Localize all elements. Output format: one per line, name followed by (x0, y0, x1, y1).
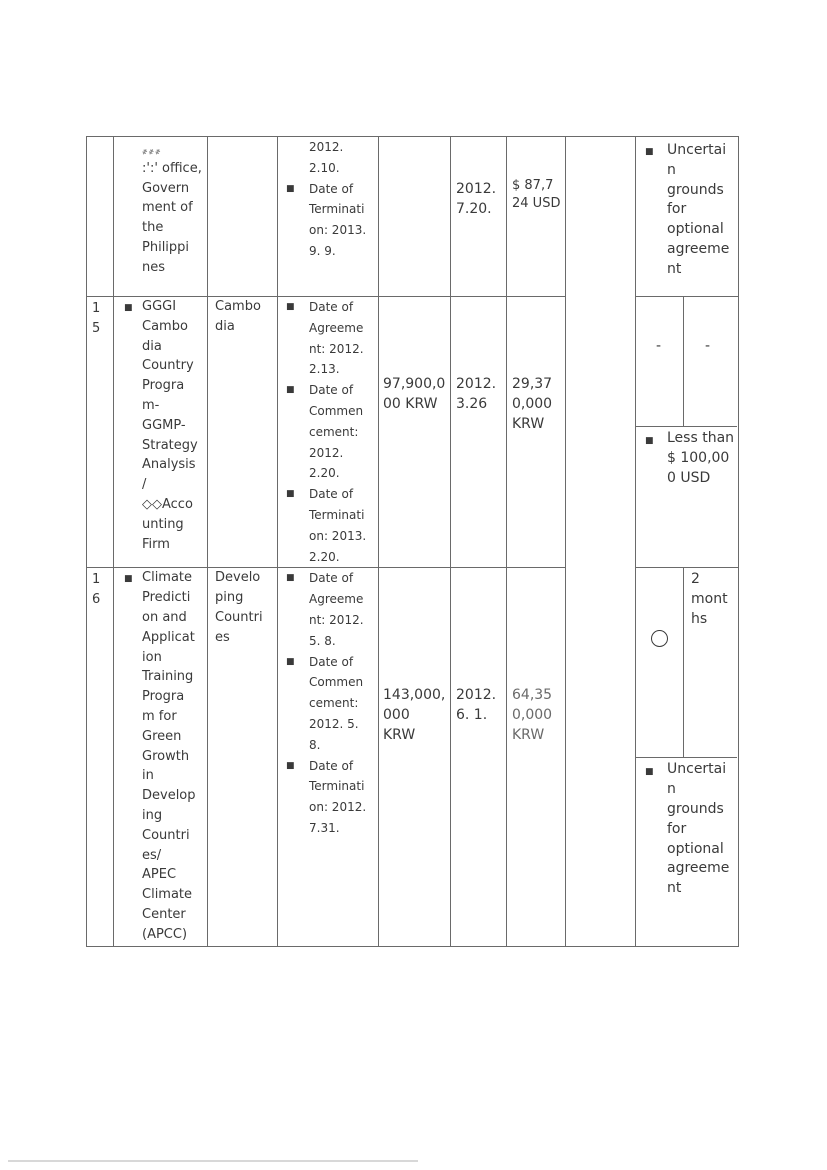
bullet-icon: ■ (645, 767, 654, 778)
paid-cell (507, 137, 566, 297)
remark-cell (636, 297, 739, 568)
bullet-icon: ■ (286, 183, 295, 194)
remark-cell (636, 137, 739, 297)
bullet-icon: ■ (286, 489, 295, 500)
program-text: Climate Predicti on and Applicat ion Training Progra m for Green Growth in Develop ing Countri es/ APEC Climate Center (APCC) (142, 570, 196, 942)
bullet-icon: ■ (286, 573, 295, 584)
region-text: Cambo dia (215, 299, 261, 334)
bullet-icon: ■ (645, 436, 654, 446)
program-text: :':' office, Govern ment of the Philippi nes (142, 160, 202, 275)
dates-cell (278, 297, 379, 568)
scan-edge-line (8, 1160, 418, 1162)
bullet-icon: ■ (286, 302, 295, 312)
bullet-icon: ■ (124, 574, 133, 585)
row-number-cell (87, 137, 114, 297)
paid-cell (507, 297, 566, 568)
commencement-date-text: Date of Commen cement: 2012. 2.20. (309, 383, 364, 481)
row-number: 1 6 (92, 572, 101, 608)
blank-cell (566, 137, 636, 947)
date-cell (451, 297, 507, 568)
amount-cell (379, 137, 451, 297)
paid-amount: $ 87,7 24 USD (512, 178, 561, 211)
row-number-cell (87, 568, 114, 947)
row-number: 1 5 (92, 301, 101, 336)
period-text: 2 mont hs (691, 571, 728, 627)
paid-amount: 64,35 0,000 KRW (512, 687, 553, 744)
contract-date: 2012. 3.26 (456, 376, 497, 412)
remark-cell (636, 568, 739, 947)
contract-amount: 97,900,0 00 KRW (383, 376, 446, 412)
date-text: 2012. 2.10. (309, 140, 344, 175)
contract-date: 2012. 6. 1. (456, 687, 497, 724)
program-cell (114, 297, 208, 568)
table-row (87, 297, 739, 568)
dates-cell (278, 137, 379, 297)
paid-cell (507, 568, 566, 947)
date-cell (451, 568, 507, 947)
remark-text: Uncertai n grounds for optional agreeme nt (667, 142, 730, 277)
scribble-mark: ҂҂҂ (142, 144, 162, 157)
table-row (87, 137, 739, 297)
termination-date-text: Date of Terminati on: 2012. 7.31. (309, 758, 367, 835)
bullet-icon: ■ (645, 147, 654, 157)
region-cell (208, 137, 278, 297)
date-cell (451, 137, 507, 297)
bullet-icon: ■ (286, 760, 295, 771)
region-cell (208, 568, 278, 947)
row-number-cell (87, 297, 114, 568)
termination-date-text: Date of Terminati on: 2013. 2.20. (309, 487, 367, 564)
remark-text: Uncertai n grounds for optional agreeme nt (667, 761, 730, 897)
dates-cell (278, 568, 379, 947)
table-row (87, 568, 739, 947)
agreement-date-text: Date of Agreeme nt: 2012. 5. 8. (309, 571, 364, 648)
program-cell (114, 568, 208, 947)
region-text: Develo ping Countri es (215, 570, 263, 645)
program-text: GGGI Cambo dia Country Progra m- GGMP- Strategy Analysis / ◇◇Acco unting Firm (142, 299, 198, 552)
bullet-icon: ■ (124, 303, 133, 313)
program-cell (114, 137, 208, 297)
circle-mark-icon (651, 630, 668, 647)
amount-cell (379, 568, 451, 947)
commencement-date-text: Date of Commen cement: 2012. 5. 8. (309, 654, 364, 752)
contract-date: 2012. 7.20. (456, 181, 497, 217)
empty-mark: - (705, 338, 711, 354)
remark-text: Less than $ 100,00 0 USD (667, 430, 735, 486)
contract-amount: 143,000, 000 KRW (383, 687, 446, 744)
amount-cell (379, 297, 451, 568)
region-cell (208, 297, 278, 568)
empty-mark: - (656, 338, 662, 354)
termination-date-text: Date of Terminati on: 2013. 9. 9. (309, 181, 367, 258)
bullet-icon: ■ (286, 385, 295, 396)
paid-amount: 29,37 0,000 KRW (512, 376, 553, 432)
contracts-table (86, 136, 739, 947)
bullet-icon: ■ (286, 656, 295, 667)
agreement-date-text: Date of Agreeme nt: 2012. 2.13. (309, 300, 364, 377)
